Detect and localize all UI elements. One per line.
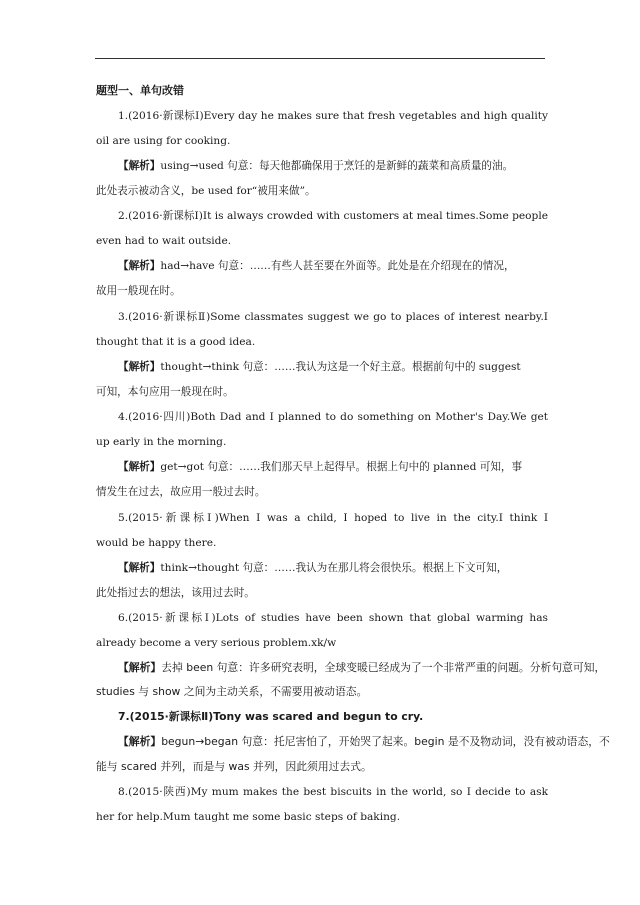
answer-5-tag: 【解析】	[118, 562, 161, 574]
answer-2-line-1	[118, 258, 548, 274]
question-4-line-2: up early in the morning.	[96, 436, 227, 448]
answer-2-tag: 【解析】	[118, 260, 161, 272]
answer-3-text: thought→think 句意：……我认为这是一个好主意。根据前句中的 suggest	[160, 361, 521, 373]
answer-2-text: had→have 句意：……有些人甚至要在外面等。此处是在介绍现在的情况，	[160, 260, 515, 272]
question-3-line-1: 3.(2016·新课标Ⅱ)Some classmates suggest we go to places of interest nearby.I	[118, 311, 548, 323]
question-6-line-1: 6.(2015·新课标Ⅰ)Lots of studies have been shown that global warming has	[118, 612, 548, 624]
question-8-line-1: 8.(2015·陕西)My mum makes the best biscuits in the world, so I decide to ask	[118, 786, 548, 798]
question-5-line-1: 5.(2015·新课标Ⅰ)When I was a child, I hoped to live in the city.I think I	[118, 512, 548, 524]
question-6-line-2: already become a very serious problem.xk/w	[96, 637, 337, 649]
answer-6-line-1	[118, 660, 606, 676]
answer-6-line-2: studies 与 show 之间为主动关系，不需要用被动语态。	[96, 685, 368, 698]
answer-4-line-1	[118, 459, 548, 475]
answer-7-line-1	[118, 734, 610, 750]
answer-5-line-2: 此处指过去的想法，该用过去时。	[96, 587, 255, 599]
answer-1-line-1	[118, 158, 548, 174]
answer-3-line-2: 可知，本句应用一般现在时。	[96, 386, 234, 398]
question-2-line-2: even had to wait outside.	[96, 235, 232, 247]
answer-4-tag: 【解析】	[118, 461, 161, 473]
question-5-line-2: would be happy there.	[96, 537, 217, 549]
question-1-line-1: 1.(2016·新课标Ⅰ)Every day he makes sure that fresh vegetables and high quality	[118, 110, 548, 122]
question-7-line-1: 7.(2015·新课标Ⅱ)Tony was scared and begun to cry.	[118, 710, 424, 723]
answer-7-text: begun→began 句意：托尼害怕了，开始哭了起来。begin 是不及物动词，没有被动语态，不	[161, 735, 610, 748]
answer-1-text: using→used 句意：每天他都确保用于烹饪的是新鲜的蔬菜和高质量的油。	[160, 160, 514, 172]
answer-2-line-2: 故用一般现在时。	[96, 285, 181, 297]
answer-1-line-2: 此处表示被动含义，be used for“被用来做”。	[96, 185, 316, 197]
question-1-line-2: oil are using for cooking.	[96, 135, 231, 147]
question-4-line-1: 4.(2016·四川)Both Dad and I planned to do something on Mother's Day.We get	[118, 411, 548, 423]
question-8-line-2: her for help.Mum taught me some basic steps of baking.	[96, 811, 401, 823]
answer-1-tag: 【解析】	[118, 160, 161, 172]
question-2-line-1: 2.(2016·新课标Ⅰ)It is always crowded with customers at meal times.Some people	[118, 210, 548, 222]
header-rule	[95, 58, 545, 59]
answer-4-text: get→got 句意：……我们那天早上起得早。根据上句中的 planned 可知，事	[160, 461, 523, 473]
answer-6-text: 去掉 been 句意：许多研究表明，全球变暖已经成为了一个非常严重的问题。分析句意可知，	[161, 661, 606, 674]
answer-5-line-1	[118, 560, 548, 576]
answer-3-line-1	[118, 359, 548, 375]
answer-7-line-2: 能与 scared 并列，而是与 was 并列，因此须用过去式。	[96, 760, 372, 773]
answer-6-tag: 【解析】	[118, 661, 162, 674]
answer-4-line-2: 情发生在过去，故应用一般过去时。	[96, 486, 266, 498]
answer-3-tag: 【解析】	[118, 361, 161, 373]
question-3-line-2: thought that it is a good idea.	[96, 336, 256, 348]
section-title: 题型一、单句改错	[96, 84, 184, 97]
answer-5-text: think→thought 句意：……我认为在那儿将会很快乐。根据上下文可知，	[160, 562, 508, 574]
answer-7-tag: 【解析】	[118, 735, 162, 748]
